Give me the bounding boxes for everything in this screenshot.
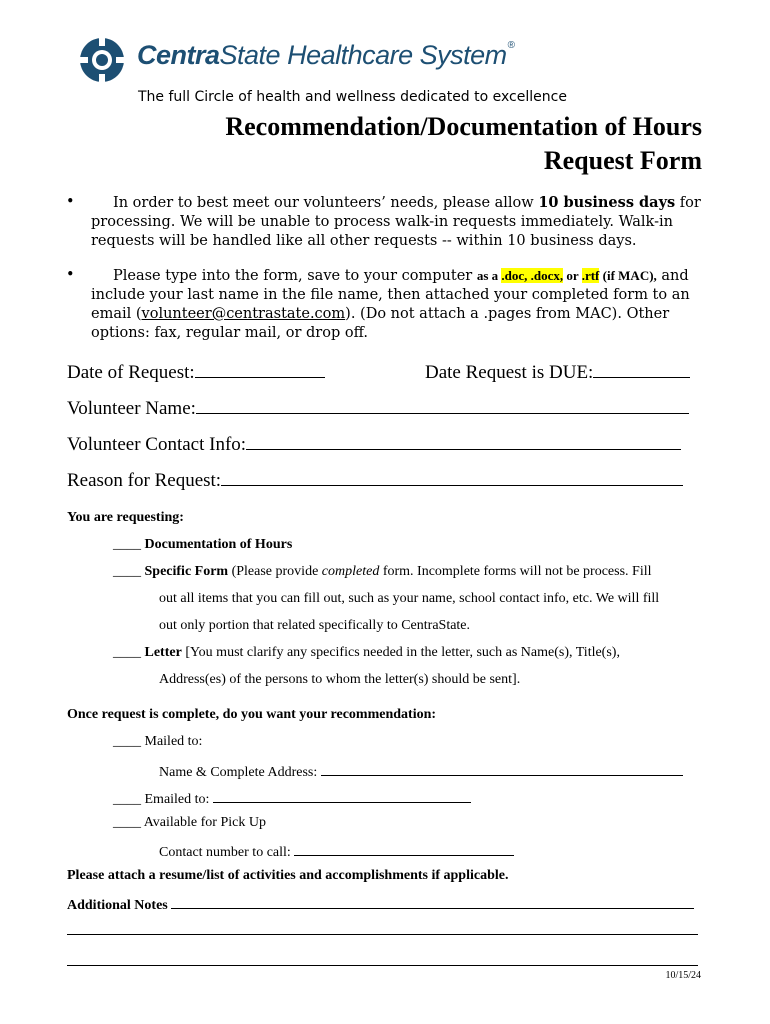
date-due-field: Date Request is DUE: bbox=[425, 359, 690, 384]
option-letter[interactable]: ____ Letter [You must clarify any specifics needed in the letter, such as Name(s), Title(s), bbox=[113, 645, 620, 660]
letter-note-2: Address(es) of the persons to whom the letter(s) should be sent]. bbox=[159, 672, 521, 687]
specific-form-note-3: out only portion that related specifically to CentraState. bbox=[159, 618, 471, 633]
additional-notes-input[interactable] bbox=[171, 894, 694, 909]
attach-note: Please attach a resume/list of activities and accomplishments if applicable. bbox=[67, 868, 509, 883]
volunteer-name-input[interactable] bbox=[196, 395, 689, 414]
reason-field: Reason for Request: bbox=[67, 467, 683, 492]
instruction-bullet-1: • In order to best meet our volunteers’ needs, please allow 10 business days for processing. We will be unable to process walk-in requests immediately. Walk-in requests will be handled like all other requests -- within 10 business days. bbox=[66, 194, 701, 249]
name-address-input[interactable] bbox=[321, 761, 683, 776]
option-emailed[interactable]: ____ Emailed to: bbox=[113, 788, 471, 808]
date-of-request-field: Date of Request: bbox=[67, 359, 325, 384]
date-of-request-input[interactable] bbox=[195, 359, 325, 378]
requesting-heading: You are requesting: bbox=[67, 510, 184, 525]
additional-notes-field: Additional Notes bbox=[67, 894, 694, 914]
specific-form-note-2: out all items that you can fill out, such as your name, school contact info, etc. We will fill bbox=[159, 591, 660, 606]
option-pickup[interactable]: ____ Available for Pick Up bbox=[113, 815, 266, 830]
revision-date: 10/15/24 bbox=[665, 970, 701, 981]
instruction-bullet-2: • Please type into the form, save to your computer as a .doc, .docx, or .rtf (if MAC), and include your last name in the file name, then attached your completed form to an email (volunteer@centrastate.com). (Do not attach a .pages from MAC). Other options: fax, regular mail, or drop off. bbox=[66, 267, 690, 341]
email-to-input[interactable] bbox=[213, 788, 471, 803]
reason-input[interactable] bbox=[221, 467, 683, 486]
registered-mark: ® bbox=[507, 40, 515, 51]
contact-number-field: Contact number to call: bbox=[159, 841, 514, 861]
notes-line-2[interactable] bbox=[67, 934, 698, 935]
contact-info-field: Volunteer Contact Info: bbox=[67, 431, 681, 456]
option-specific-form[interactable]: ____ Specific Form (Please provide completed form. Incomplete forms will not be process. Fill bbox=[113, 564, 652, 579]
notes-line-3[interactable] bbox=[67, 965, 698, 966]
tagline: The full Circle of health and wellness dedicated to excellence bbox=[138, 89, 567, 105]
volunteer-name-field: Volunteer Name: bbox=[67, 395, 689, 420]
form-title: Recommendation/Documentation of Hours Request Form bbox=[225, 112, 702, 175]
bullet-icon: • bbox=[66, 267, 75, 283]
email-link[interactable]: volunteer@centrastate.com bbox=[141, 306, 346, 322]
logo-wordmark: CentraState Healthcare System® bbox=[137, 40, 515, 70]
name-address-field: Name & Complete Address: bbox=[159, 761, 683, 781]
delivery-heading: Once request is complete, do you want your recommendation: bbox=[67, 707, 437, 722]
option-documentation-of-hours[interactable]: ____ Documentation of Hours bbox=[113, 537, 293, 552]
option-mailed[interactable]: ____ Mailed to: bbox=[113, 734, 203, 749]
date-due-input[interactable] bbox=[593, 359, 690, 378]
logo-icon bbox=[78, 36, 126, 84]
contact-info-input[interactable] bbox=[246, 431, 681, 450]
contact-number-input[interactable] bbox=[294, 841, 514, 856]
bullet-icon: • bbox=[66, 194, 75, 210]
